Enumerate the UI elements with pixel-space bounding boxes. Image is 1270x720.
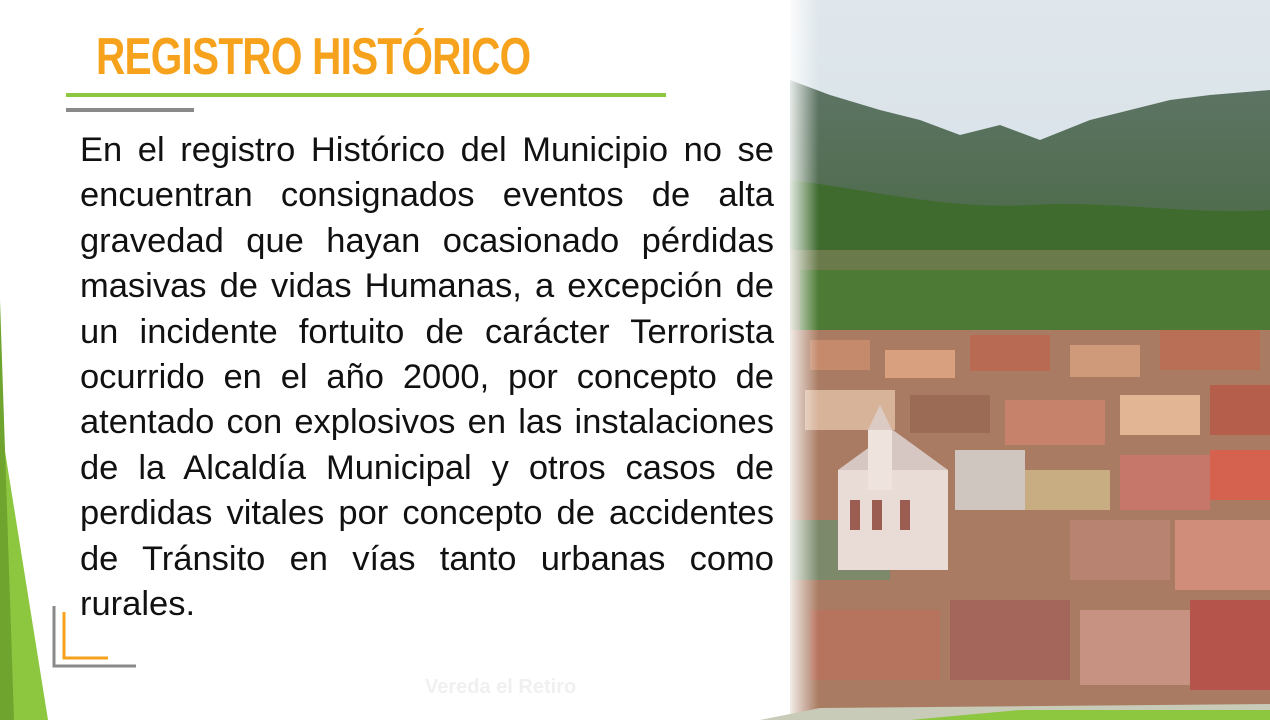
title-underline-green	[66, 93, 666, 97]
town-photo	[790, 0, 1270, 720]
corner-bracket-icon	[52, 606, 136, 670]
photo-caption: Vereda el Retiro	[425, 676, 577, 698]
slide-title: REGISTRO HISTÓRICO	[96, 28, 531, 86]
bottom-accent-shape	[760, 700, 1270, 720]
body-paragraph: En el registro Histórico del Municipio no se encuentran consignados eventos de alta gravedad que hayan ocasionado pérdidas masivas de vidas Humanas, a excepción de un incidente fortuito de carácter Terrorista ocurrido en el año 2000, por concepto de atentado con explosivos en las instalaciones de la Alcaldía Municipal y otros casos de perdidas vitales por concepto de accidentes de Tránsito en vías tanto urbanas como rurales.	[80, 131, 774, 624]
left-accent-shape	[0, 0, 60, 720]
title-underline-gray	[66, 108, 194, 112]
